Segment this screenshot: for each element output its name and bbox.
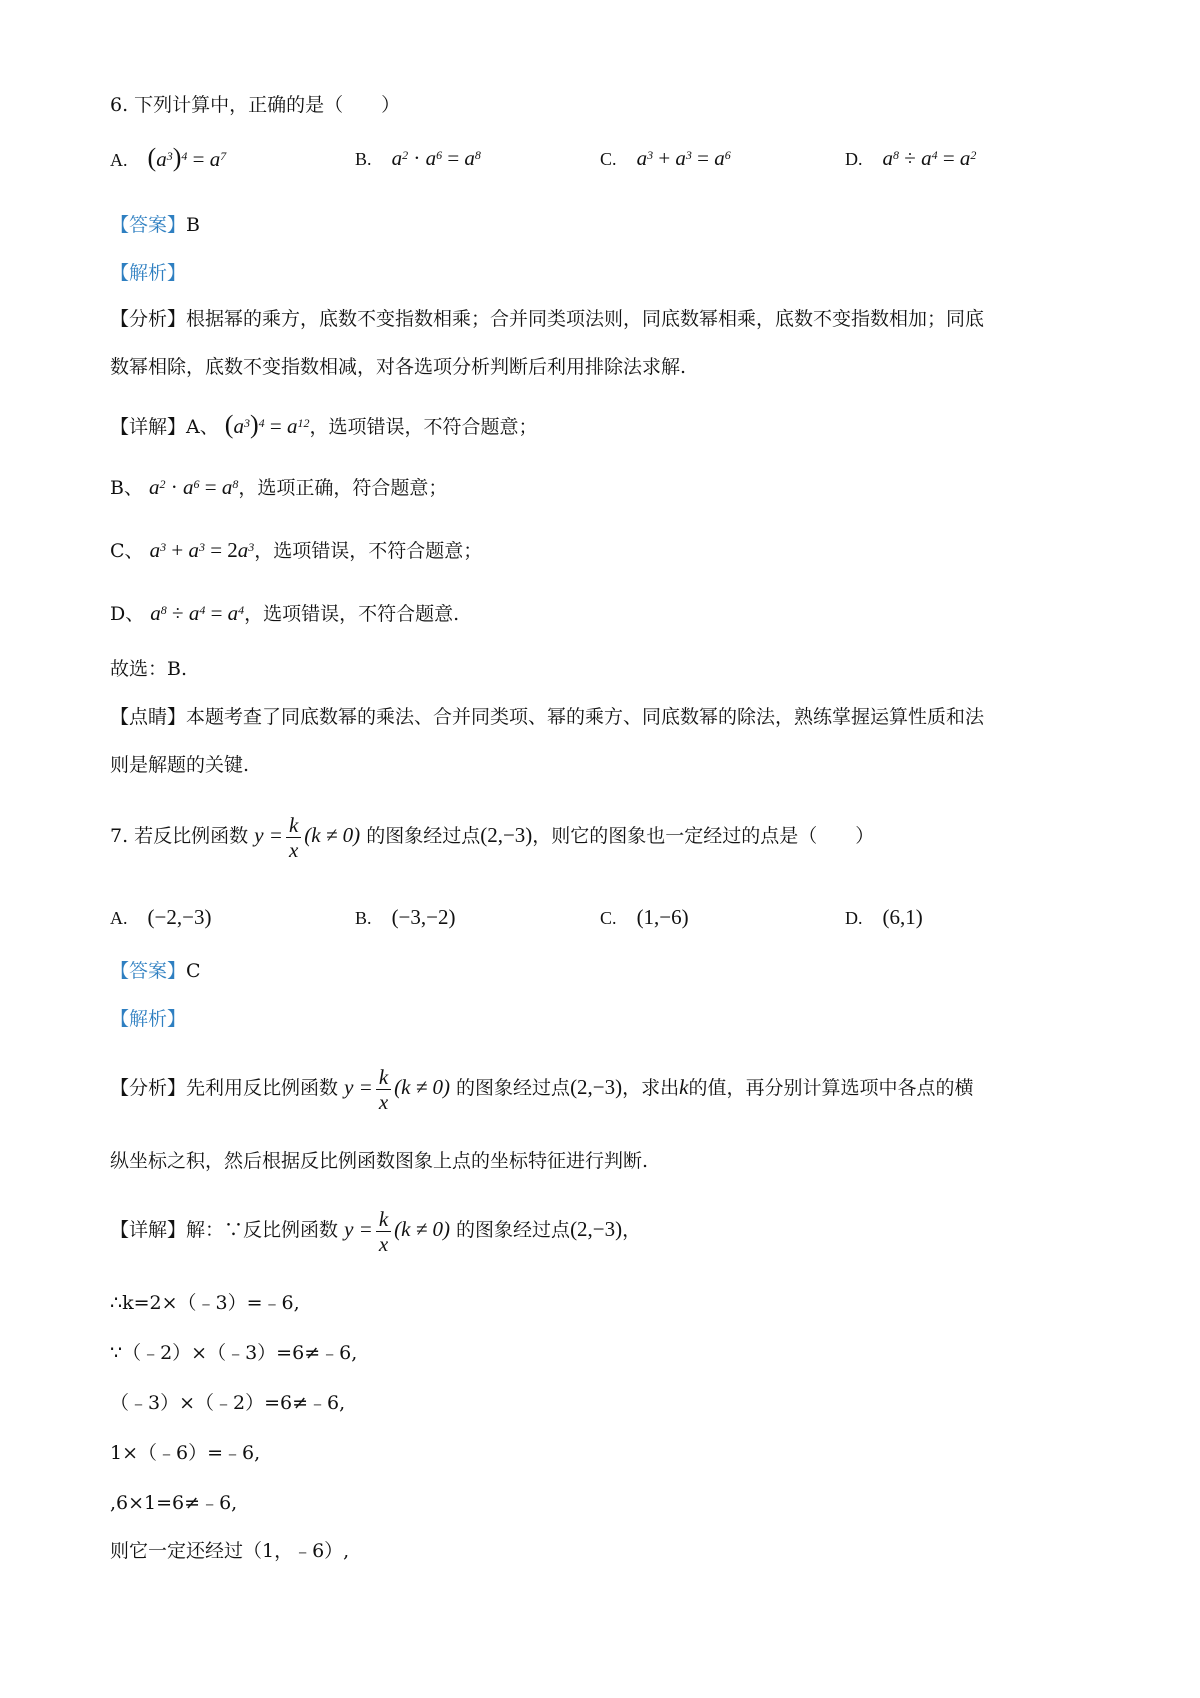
detail-middle: 的图象经过点 [456,1219,571,1241]
stem-point: (2,−3) [480,823,533,847]
fenxi-tag: 【分析】 [110,1077,187,1099]
option-letter: C. [600,908,617,928]
q6-answer [110,212,200,238]
q7-option-c [600,904,689,931]
option-expr: (−3,−2) [391,905,456,929]
detail-point: (2,−3) [570,1217,623,1241]
q7-step-4: 1×（﹣6）=﹣6, [110,1442,261,1464]
q7-option-a [110,904,211,931]
detail-a-prefix: A、 [186,416,219,438]
option-expr: $a^3 + a^3 = a^6$ [636,146,731,170]
q6-option-b [355,145,481,174]
detail-d-expr: $a^8 \div a^4 = a^4$ [150,601,245,625]
q7-detail [110,1202,641,1257]
fenxi-suffix: ，求出 [622,1077,680,1099]
q6-analysis-tag: 【解析】 [110,262,187,284]
function-y: y = [254,823,283,847]
fenxi-tag: 【分析】 [110,308,187,330]
q7-option-d [845,904,923,931]
q6-detail-a [110,412,538,442]
q6-fenxi-line2: 数幂相除，底数不变指数相减，对各选项分析判断后利用排除法求解. [110,356,687,378]
function-fraction: $\frac{k}{x}$ [286,813,301,862]
detail-tag: 【详解】 [110,1219,187,1241]
dianjing-tag: 【点睛】 [110,706,187,728]
option-expr: $(a^3)^4 = a^7$ [147,143,227,172]
q6-detail-d [110,600,459,629]
answer-value: C [186,960,201,982]
detail-b-expr: $a^2 \cdot a^6 = a^8$ [149,475,239,499]
function-y: y = [344,1217,373,1241]
option-letter: B. [355,149,372,169]
q7-step-2: ∵（﹣2）×（﹣3）=6≠﹣6, [110,1342,358,1364]
q6-stem: 6. 下列计算中，正确的是（ ） [110,94,401,116]
q6-dianjing-line2: 则是解题的关键. [110,754,250,776]
stem-middle: 的图象经过点 [366,825,481,847]
option-letter: B. [355,908,372,928]
detail-c-expr: $a^3 + a^3 = 2a^3$ [149,538,255,562]
option-expr: (6,1) [882,905,923,929]
q6-option-a [110,145,226,175]
q7-fenxi-line1 [110,1060,974,1115]
detail-b-suffix: ，选项正确，符合题意； [238,477,448,499]
q7-step-6: 则它一定还经过（1，﹣6）, [110,1540,350,1562]
q6-detail-c [110,537,482,566]
fenxi-point: (2,−3) [570,1075,623,1099]
stem-prefix: 7. 若反比例函数 [110,825,249,847]
answer-value: B [186,214,200,236]
detail-d-suffix: ，选项错误，不符合题意. [244,603,460,625]
q7-answer [110,958,201,984]
q6-dianjing-line1 [110,704,984,730]
dianjing-text: 本题考查了同底数幂的乘法、合并同类项、幂的乘方、同底数幂的除法，熟练掌握运算性质和法 [186,706,985,728]
option-letter: D. [845,908,863,928]
detail-b-prefix: B、 [110,477,143,499]
function-fraction: $\frac{k}{x}$ [376,1065,391,1114]
q6-conclusion: 故选：B. [110,658,188,680]
detail-c-prefix: C、 [110,540,144,562]
function-fraction: $\frac{k}{x}$ [376,1207,391,1256]
detail-a-suffix: ，选项错误，不符合题意； [309,416,538,438]
fenxi-tail: 的值，再分别计算选项中各点的横 [688,1077,974,1099]
fenxi-k: k [679,1075,689,1099]
option-letter: D. [845,149,863,169]
detail-prefix: 解：∵反比例函数 [186,1219,339,1241]
function-cond: (k ≠ 0) [304,823,361,847]
detail-tag: 【详解】 [110,416,187,438]
q7-step-1: ∴k=2×（﹣3）=﹣6, [110,1292,300,1314]
fenxi-text: 根据幂的乘方，底数不变指数相乘；合并同类项法则，同底数幂相乘，底数不变指数相加；同底 [186,308,985,330]
option-letter: A. [110,150,128,170]
q6-option-c [600,145,731,174]
function-y: y = [344,1075,373,1099]
function-cond: (k ≠ 0) [394,1217,450,1241]
fenxi-prefix: 先利用反比例函数 [186,1077,339,1099]
q6-detail-b [110,474,447,503]
q7-stem [110,808,874,863]
q6-fenxi-line1 [110,306,984,332]
answer-tag: 【答案】 [110,214,187,236]
option-letter: C. [600,149,617,169]
stem-suffix: ，则它的图象也一定经过的点是（ ） [532,825,875,847]
q7-fenxi-line2: 纵坐标之积，然后根据反比例函数图象上点的坐标特征进行判断. [110,1150,649,1172]
function-cond: (k ≠ 0) [394,1075,450,1099]
answer-tag: 【答案】 [110,960,187,982]
option-expr: $a^2 \cdot a^6 = a^8$ [391,146,481,170]
detail-suffix: ， [622,1219,642,1241]
q7-option-b [355,904,456,931]
q7-analysis-tag: 【解析】 [110,1008,187,1030]
detail-a-expr: $(a^3)^4 = a^{12}$ [224,410,310,439]
detail-d-prefix: D、 [110,603,145,625]
option-expr: (−2,−3) [147,905,212,929]
q7-step-5: ,6×1=6≠﹣6, [110,1492,238,1514]
option-expr: (1,−6) [636,905,689,929]
detail-c-suffix: ，选项错误，不符合题意； [254,540,483,562]
option-expr: $a^8 \div a^4 = a^2$ [882,146,977,170]
q7-step-3: （﹣3）×（﹣2）=6≠﹣6, [110,1392,346,1414]
q6-option-d [845,145,976,174]
option-letter: A. [110,908,128,928]
fenxi-middle: 的图象经过点 [456,1077,571,1099]
